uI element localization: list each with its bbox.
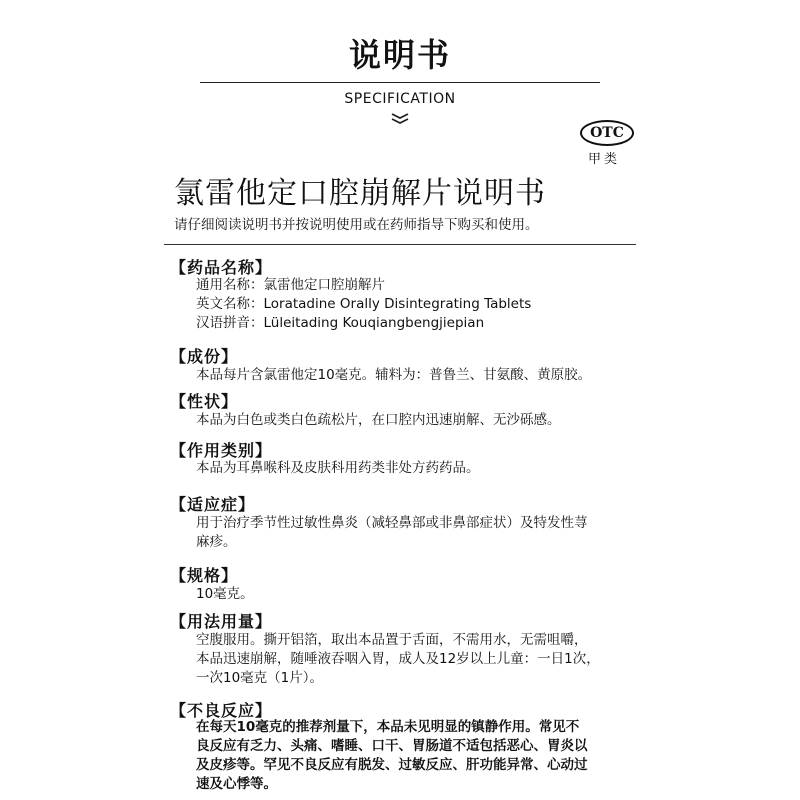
double-chevron-down-icon	[388, 112, 412, 126]
section-heading-ingredients: 【成份】	[170, 347, 239, 366]
document-note: 请仔细阅读说明书并按说明使用或在药师指导下购买和使用。	[174, 217, 539, 233]
section-line: 汉语拼音：Lüleitading Kouqiangbengjiepian	[196, 315, 485, 331]
section-heading-indications: 【适应症】	[170, 495, 256, 514]
section-line: 英文名称：Loratadine Orally Disintegrating Tablets	[196, 296, 532, 312]
section-heading-drug-name: 【药品名称】	[170, 258, 273, 277]
section-heading-text: 规格	[187, 566, 222, 585]
title-divider	[164, 244, 636, 245]
section-line: 麻疹。	[196, 534, 237, 550]
section-line: 用于治疗季节性过敏性鼻炎（减轻鼻部或非鼻部症状）及特发性荨	[196, 515, 588, 531]
section-line: 本品为耳鼻喉科及皮肤科用药类非处方药药品。	[196, 460, 480, 476]
section-heading-text: 性状	[187, 392, 222, 411]
section-heading-text: 适应症	[187, 495, 239, 514]
otc-badge: OTC	[580, 120, 634, 146]
section-line: 及皮疹等。罕见不良反应有脱发、过敏反应、肝功能异常、心动过	[196, 757, 588, 773]
section-line: 良反应有乏力、头痛、嗜睡、口干、胃肠道不适包括恶心、胃炎以	[196, 738, 588, 754]
section-heading-text: 成份	[187, 347, 222, 366]
otc-category: 甲类	[588, 152, 621, 167]
section-heading-strength: 【规格】	[170, 566, 239, 585]
section-heading-text: 药品名称	[187, 258, 256, 277]
section-line: 一次10毫克（1片）。	[196, 670, 324, 686]
section-line: 本品为白色或类白色疏松片，在口腔内迅速崩解、无沙砾感。	[196, 412, 561, 428]
section-line: 通用名称：氯雷他定口腔崩解片	[196, 277, 385, 293]
document-title: 氯雷他定口腔崩解片说明书	[174, 176, 546, 211]
header-divider	[200, 82, 600, 83]
section-line: 在每天10毫克的推荐剂量下，本品未见明显的镇静作用。常见不	[196, 719, 580, 735]
section-line: 本品每片含氯雷他定10毫克。辅料为：普鲁兰、甘氨酸、黄原胶。	[196, 367, 592, 383]
section-heading-category: 【作用类别】	[170, 441, 273, 460]
section-heading-description: 【性状】	[170, 392, 239, 411]
section-line: 10毫克。	[196, 586, 254, 602]
section-heading-text: 用法用量	[187, 612, 256, 631]
section-heading-text: 不良反应	[187, 701, 256, 720]
header-title: 说明书	[348, 36, 451, 74]
section-heading-dosage: 【用法用量】	[170, 612, 273, 631]
header-subtitle: SPECIFICATION	[344, 91, 456, 107]
section-line: 本品迅速崩解，随唾液吞咽入胃，成人及12岁以上儿童：一日1次，	[196, 651, 600, 667]
section-line: 空腹服用。撕开铝箔，取出本品置于舌面，不需用水，无需咀嚼，	[196, 632, 588, 648]
section-line: 速及心悸等。	[196, 776, 277, 792]
section-heading-adverse-reactions: 【不良反应】	[170, 701, 273, 720]
section-heading-text: 作用类别	[187, 441, 256, 460]
